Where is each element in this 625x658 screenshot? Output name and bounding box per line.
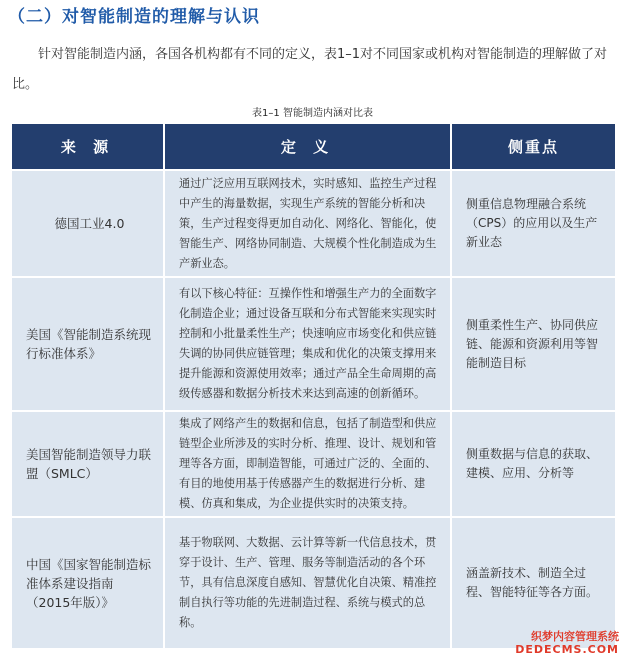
header-definition: 定 义	[165, 124, 452, 169]
section-heading: （二）对智能制造的理解与认识	[8, 7, 260, 27]
source-text: 美国智能制造领导力联盟（SMLC）	[26, 447, 152, 481]
table-row	[12, 169, 615, 276]
table-row	[12, 276, 615, 410]
definition-text: 集成了网络产生的数据和信息，包括了制造型和供应链型企业所涉及的实时分析、推理、设计、规划和管理等各方面，即制造智能，可通过广泛的、全面的、有目的地使用基于传感器产生的数据进行分析、建模、仿真和集成，为企业提供实时的决策支持。	[179, 417, 437, 510]
emphasis-text: 侧重信息物理融合系统（CPS）的应用以及生产新业态	[466, 197, 598, 249]
watermark-site: DEDECMS.COM	[515, 643, 619, 656]
definition-cell	[165, 276, 452, 410]
emphasis-cell	[452, 516, 615, 648]
emphasis-cell	[452, 169, 615, 276]
table-caption: 表1–1 智能制造内涵对比表	[252, 108, 373, 119]
watermark	[515, 630, 619, 656]
source-cell	[12, 169, 165, 276]
emphasis-cell	[452, 276, 615, 410]
table-row	[12, 516, 615, 648]
source-cell	[12, 276, 165, 410]
definition-text: 基于物联网、大数据、云计算等新一代信息技术，贯穿于设计、生产、管理、服务等制造活动的各个环节，具有信息深度自感知、智慧优化自决策、精准控制自执行等功能的先进制造过程、系统与模式的总称。	[179, 536, 437, 629]
definition-text: 有以下核心特征：互操作性和增强生产力的全面数字化制造企业；通过设备互联和分布式智能来实现实时控制和小批量柔性生产；快速响应市场变化和供应链失调的协同供应链管理；集成和优化的决策支撑用来提升能源和资源使用效率；通过产品全生命周期的高级传感器和数据分析技术来达到高速的创新循环。	[179, 287, 437, 400]
table-row	[12, 410, 615, 516]
definition-cell	[165, 169, 452, 276]
comparison-table	[12, 124, 615, 648]
definition-text: 通过广泛应用互联网技术，实时感知、监控生产过程中产生的海量数据，实现生产系统的智能分析和决策，生产过程变得更加自动化、网络化、智能化，使智能生产、网络协同制造、大规模个性化制造成为生产新业态。	[179, 176, 437, 270]
header-source: 来 源	[12, 124, 165, 169]
emphasis-text: 涵盖新技术、制造全过程、智能特征等各方面。	[466, 566, 599, 599]
header-emphasis: 侧重点	[452, 124, 615, 169]
watermark-title: 织梦内容管理系统	[531, 630, 619, 643]
source-text: 美国《智能制造系统现行标准体系》	[26, 327, 152, 361]
emphasis-text: 侧重数据与信息的获取、建模、应用、分析等	[466, 447, 599, 480]
source-text: 中国《国家智能制造标准体系建设指南（2015年版）》	[26, 556, 152, 610]
source-text: 德国工业4.0	[54, 216, 125, 231]
source-cell	[12, 410, 165, 516]
emphasis-text: 侧重柔性生产、协同供应链、能源和资源利用等智能制造目标	[466, 317, 599, 370]
definition-cell	[165, 410, 452, 516]
source-cell	[12, 516, 165, 648]
emphasis-cell	[452, 410, 615, 516]
table-header-row	[12, 124, 615, 169]
intro-paragraph: 针对智能制造内涵，各国各机构都有不同的定义，表1–1对不同国家或机构对智能制造的理解做了对比。	[12, 47, 608, 92]
definition-cell	[165, 516, 452, 648]
